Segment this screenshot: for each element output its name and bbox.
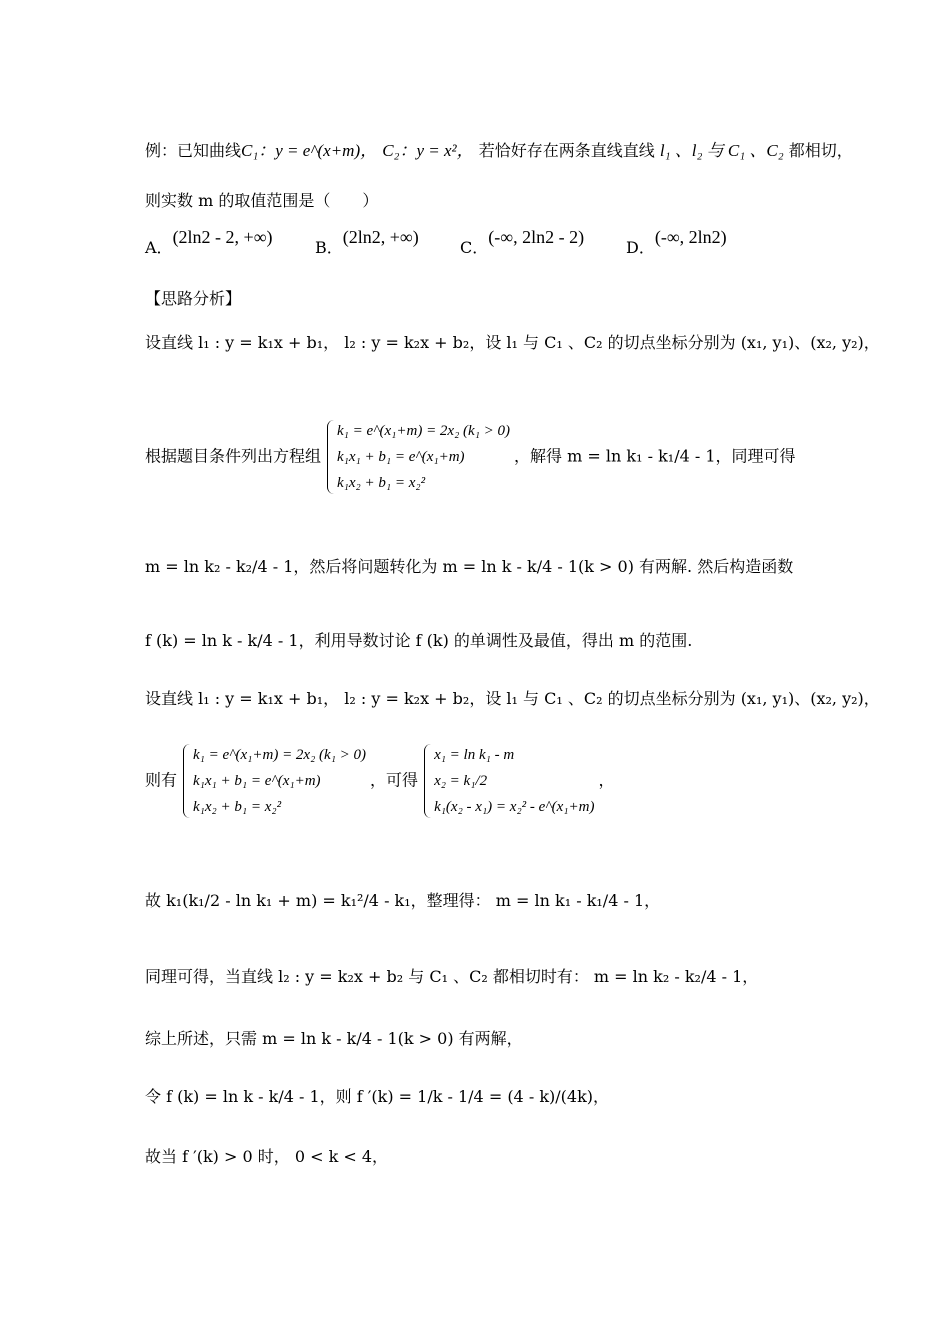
solution-s2-mid: ，可得 — [370, 770, 419, 790]
system-row: k₁(x₂ - x₁) = x₂² - e^(x₁+m) — [434, 799, 595, 815]
system-row: k₁x₁ + b₁ = e^(x₁+m) — [193, 773, 321, 789]
lines-l1-l2: l₁ 、l₂ 与 C₁ 、C₂ — [659, 141, 784, 160]
system-row: x₁ = ln k₁ - m — [434, 747, 515, 763]
option-c-label: C． — [460, 238, 489, 257]
analysis-p2 — [145, 418, 870, 496]
analysis-p4: f (k) = ln k - k/4 - 1，利用导数讨论 f (k) 的单调性及最值，得出 m 的范围. — [145, 631, 693, 650]
analysis-p3: m = ln k₂ - k₂/4 - 1，然后将问题转化为 m = ln k - k/4 - 1(k > 0) 有两解. 然后构造函数 — [145, 557, 794, 576]
example-text-c: 都相切， — [788, 141, 853, 160]
solution-s3: 故 k₁(k₁/2 - ln k₁ + m) = k₁²/4 - k₁，整理得： m = ln k₁ - k₁/4 - 1， — [145, 891, 661, 910]
option-c — [460, 227, 626, 259]
system-row: x₂ = k₁/2 — [434, 773, 488, 789]
option-c-expr: (-∞, 2ln2 - 2) — [488, 227, 585, 247]
option-b — [315, 227, 460, 259]
option-a — [145, 227, 315, 259]
solution-s7: 故当 f ′(k) > 0 时， 0 < k < 4， — [145, 1147, 389, 1166]
system-row: k₁x₂ + b₁ = x₂² — [337, 475, 426, 491]
solution-s2-prefix: 则有 — [145, 770, 178, 790]
option-b-expr: (2ln2, +∞) — [342, 227, 419, 247]
solution-s2-suffix: ， — [598, 770, 615, 790]
curve-c1: C₁：y = e^(x+m)， — [241, 141, 378, 160]
options-row — [145, 227, 870, 259]
solution-s4: 同理可得，当直线 l₂ : y = k₂x + b₂ 与 C₁ 、C₂ 都相切时有： m = ln k₂ - k₂/4 - 1， — [145, 967, 759, 986]
analysis-p2-suffix: ，解得 m = ln k₁ - k₁/4 - 1，同理可得 — [514, 446, 796, 466]
analysis-equation-system — [325, 418, 510, 496]
option-a-label: A． — [145, 238, 173, 257]
solution-equation-system — [181, 742, 366, 820]
system-row: k₁x₂ + b₁ = x₂² — [193, 799, 282, 815]
solution-s5: 综上所述，只需 m = ln k - k/4 - 1(k > 0) 有两解， — [145, 1029, 523, 1048]
analysis-heading: 【思路分析】 — [145, 289, 242, 308]
solution-result-system — [422, 742, 594, 820]
option-a-expr: (2ln2 - 2, +∞) — [172, 227, 273, 247]
option-d — [626, 227, 727, 259]
option-d-label: D． — [626, 238, 655, 257]
analysis-p2-prefix: 根据题目条件列出方程组 — [145, 446, 322, 466]
example-text-a: 例：已知曲线 — [145, 141, 242, 160]
solution-s1: 设直线 l₁ : y = k₁x + b₁， l₂ : y = k₂x + b₂，设 l₁ 与 C₁ 、C₂ 的切点坐标分别为 (x₁, y₁)、(x₂, y₂)， — [145, 689, 880, 708]
curve-c2: C₂：y = x²， — [382, 141, 474, 160]
analysis-p1: 设直线 l₁ : y = k₁x + b₁， l₂ : y = k₂x + b₂，设 l₁ 与 C₁ 、C₂ 的切点坐标分别为 (x₁, y₁)、(x₂, y₂)， — [145, 333, 880, 352]
option-d-expr: (-∞, 2ln2) — [654, 227, 727, 247]
solution-s2 — [145, 742, 870, 820]
system-row: k₁ = e^(x₁+m) = 2x₂ (k₁ > 0) — [193, 747, 367, 763]
solution-s6: 令 f (k) = ln k - k/4 - 1，则 f ′(k) = 1/k - 1/4 = (4 - k)/(4k)， — [145, 1087, 610, 1106]
system-row: k₁x₁ + b₁ = e^(x₁+m) — [337, 449, 465, 465]
example-text-b: 若恰好存在两条直线直线 — [478, 141, 655, 160]
system-row: k₁ = e^(x₁+m) = 2x₂ (k₁ > 0) — [337, 423, 511, 439]
option-b-label: B． — [315, 238, 343, 257]
example-line-1 — [145, 140, 870, 162]
example-line-2: 则实数 m 的取值范围是（ ） — [145, 191, 379, 210]
